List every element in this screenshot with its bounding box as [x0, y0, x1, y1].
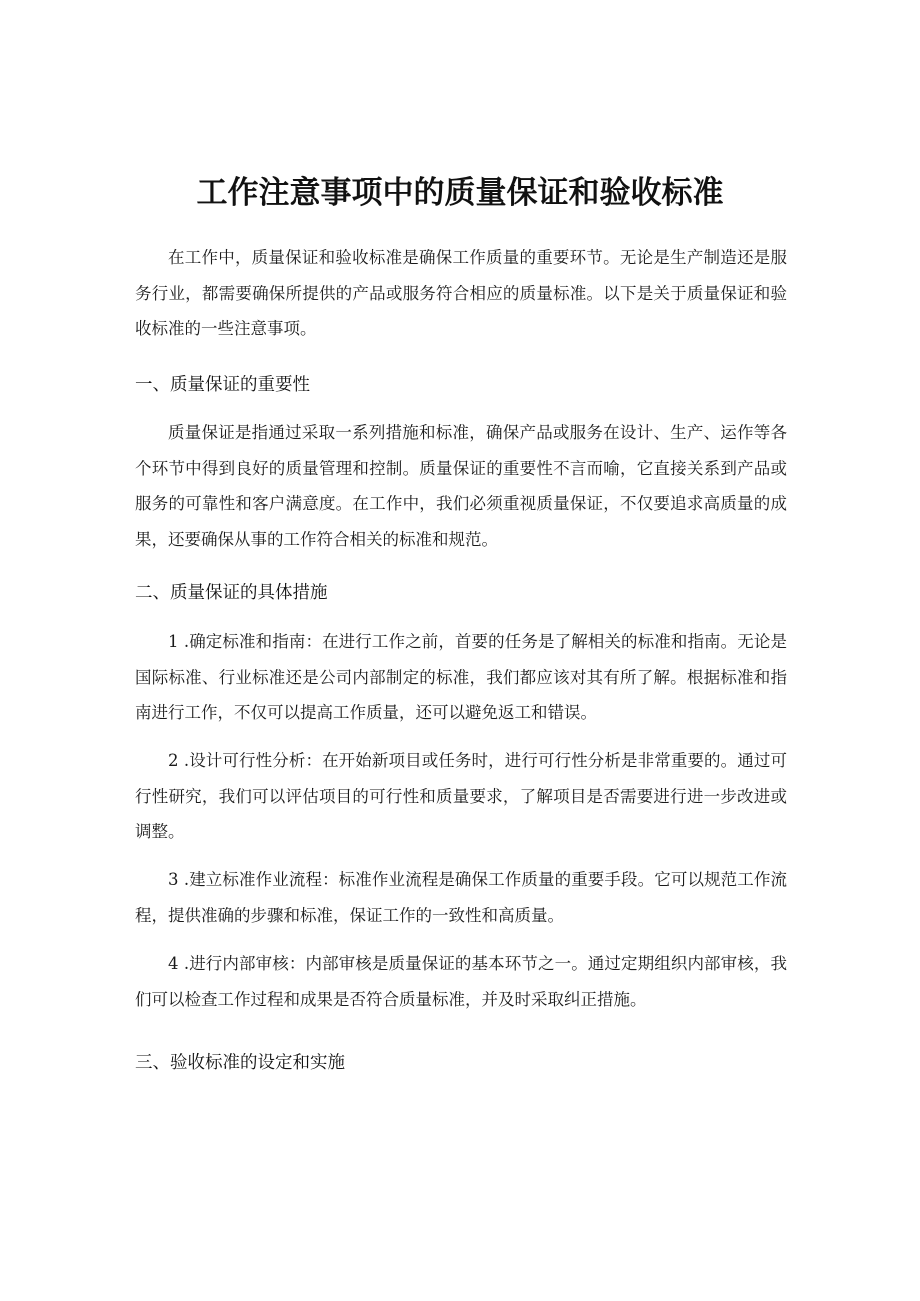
section-1-paragraph: 质量保证是指通过采取一系列措施和标准，确保产品或服务在设计、生产、运作等各个环节中得到良好的质量管理和控制。质量保证的重要性不言而喻，它直接关系到产品或服务的可靠性和客户满意度。在工作中，我们必须重视质量保证，不仅要追求高质量的成果，还要确保从事的工作符合相关的标准和规范。 [135, 423, 787, 549]
intro-paragraph: 在工作中，质量保证和验收标准是确保工作质量的重要环节。无论是生产制造还是服务行业，都需要确保所提供的产品或服务符合相应的质量标准。以下是关于质量保证和验收标准的一些注意事项。 [135, 248, 787, 338]
section-heading-1: 一、质量保证的重要性 [135, 375, 310, 395]
section-heading-3: 三、验收标准的设定和实施 [135, 1053, 345, 1073]
section-2-item-2: 2 .设计可行性分析：在开始新项目或任务时，进行可行性分析是非常重要的。通过可行性研究，我们可以评估项目的可行性和质量要求，了解项目是否需要进行进一步改进或调整。 [135, 751, 787, 841]
section-2-item-4: 4 .进行内部审核：内部审核是质量保证的基本环节之一。通过定期组织内部审核，我们可以检查工作过程和成果是否符合质量标准，并及时采取纠正措施。 [135, 954, 787, 1009]
section-2-item-1: 1 .确定标准和指南：在进行工作之前，首要的任务是了解相关的标准和指南。无论是国际标准、行业标准还是公司内部制定的标准，我们都应该对其有所了解。根据标准和指南进行工作，不仅可以提高工作质量，还可以避免返工和错误。 [135, 632, 787, 722]
page-title: 工作注意事项中的质量保证和验收标准 [196, 175, 724, 211]
section-2-item-3: 3 .建立标准作业流程：标准作业流程是确保工作质量的重要手段。它可以规范工作流程，提供准确的步骤和标准，保证工作的一致性和高质量。 [135, 870, 787, 925]
section-heading-2: 二、质量保证的具体措施 [135, 583, 328, 603]
